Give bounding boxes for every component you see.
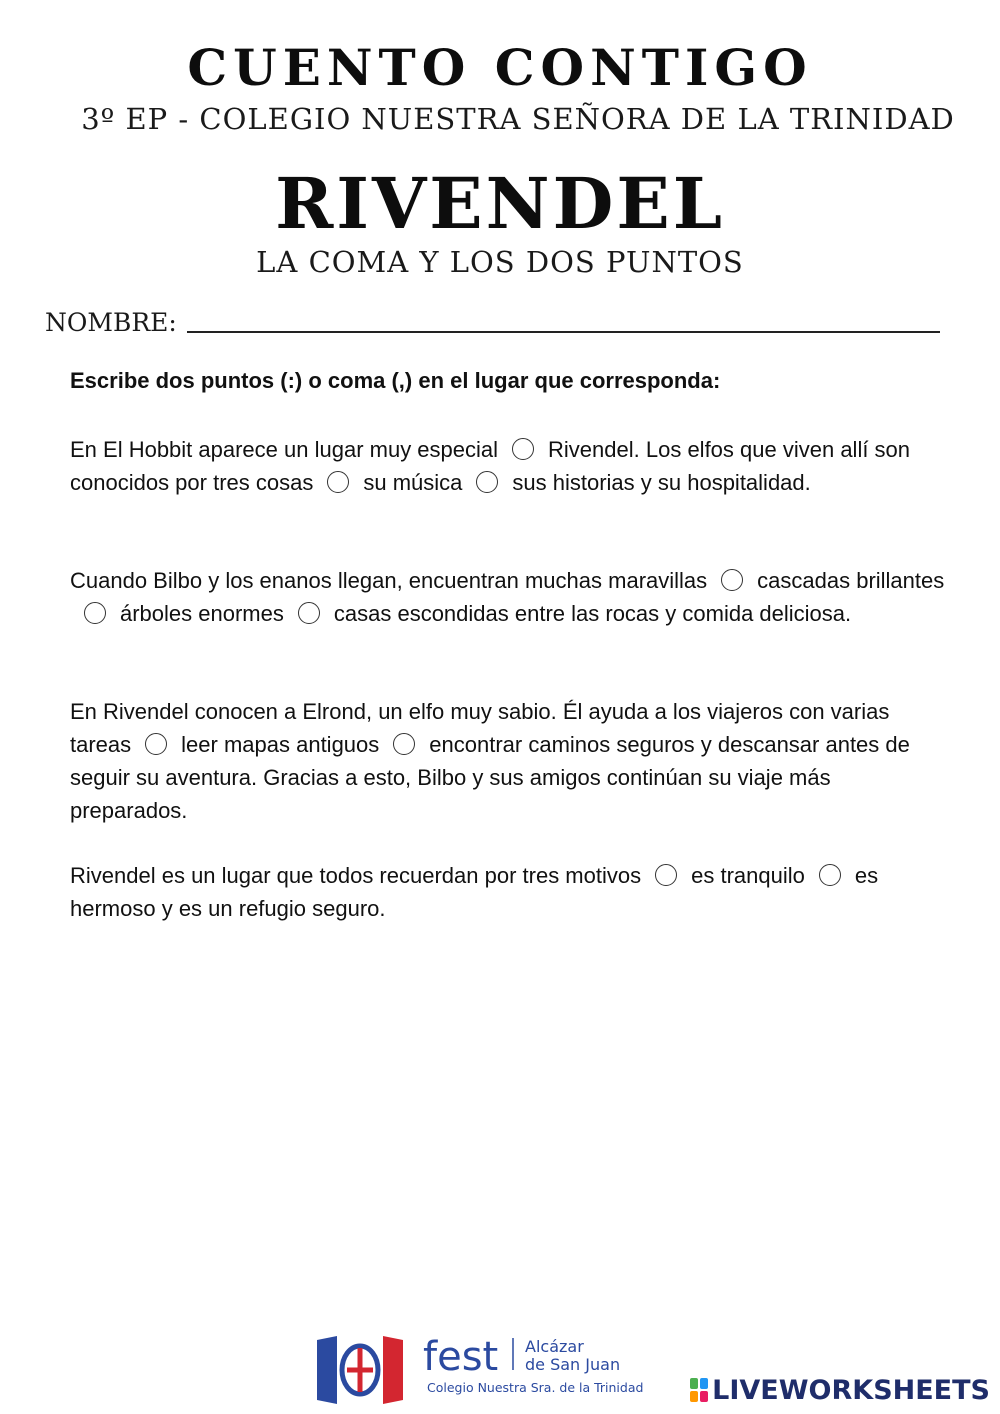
text-segment: En Rivendel conocen a Elrond, un elfo muy sabio. Él ayuda a los viajeros con varias tareas [70,699,890,757]
name-field [45,300,940,340]
answer-blank[interactable] [721,569,743,591]
text-segment: cascadas brillantes [757,568,945,593]
school-emblem-icon [317,1336,403,1404]
text-segment: es hermoso y es un refugio seguro. [70,863,879,921]
text-segment: leer mapas antiguos [181,732,380,757]
answer-blank[interactable] [819,864,841,886]
exercise-paragraph-2 [70,564,950,630]
answer-blank[interactable] [655,864,677,886]
school-location-line2: de San Juan [525,1355,621,1374]
topic-title: LA COMA Y LOS DOS PUNTOS [256,245,744,279]
exercise-paragraph-3 [70,695,950,827]
page-title: RIVENDEL [275,162,725,245]
text-segment: casas escondidas entre las rocas y comida deliciosa. [333,601,852,626]
answer-blank[interactable] [476,471,498,493]
exercise-paragraph-1 [70,433,950,499]
school-location-line1: Alcázar [525,1337,584,1356]
liveworksheets-watermark [690,1370,990,1410]
answer-blank[interactable] [512,438,534,460]
answer-blank[interactable] [393,733,415,755]
liveworksheets-logo-icon [690,1378,708,1402]
text-segment: Rivendel es un lugar que todos recuerdan por tres motivos [70,863,642,888]
text-segment: Cuando Bilbo y los enanos llegan, encuentran muchas maravillas [70,568,708,593]
answer-blank[interactable] [145,733,167,755]
school-name: Colegio Nuestra Sra. de la Trinidad [427,1380,644,1395]
text-segment: En El Hobbit aparece un lugar muy especial [70,437,499,462]
text-segment: encontrar caminos seguros y descansar antes de seguir su aventura. Gracias a esto, Bilbo y sus amigos continúan su viaje más preparados. [70,732,910,823]
watermark-text: LIVEWORKSHEETS [712,1374,990,1406]
text-segment: sus historias y su hospitalidad. [512,470,811,495]
answer-blank[interactable] [327,471,349,493]
text-segment: Rivendel. Los elfos que viven allí son conocidos por tres cosas [70,437,911,495]
school-subtitle: 3º EP - COLEGIO NUESTRA SEÑORA DE LA TRINIDAD [81,102,955,136]
series-title: CUENTO CONTIGO [187,38,813,97]
exercise-paragraph-4 [70,859,950,925]
school-brand: fest [423,1334,499,1380]
answer-blank[interactable] [298,602,320,624]
name-input-line[interactable] [187,331,940,333]
school-logo [315,1332,655,1408]
text-segment: su música [363,470,463,495]
exercise-instruction: Escribe dos puntos (:) o coma (,) en el lugar que corresponda: [70,368,721,393]
answer-blank[interactable] [84,602,106,624]
name-label: NOMBRE: [45,308,177,337]
text-segment: es tranquilo [691,863,805,888]
text-segment: árboles enormes [120,601,284,626]
